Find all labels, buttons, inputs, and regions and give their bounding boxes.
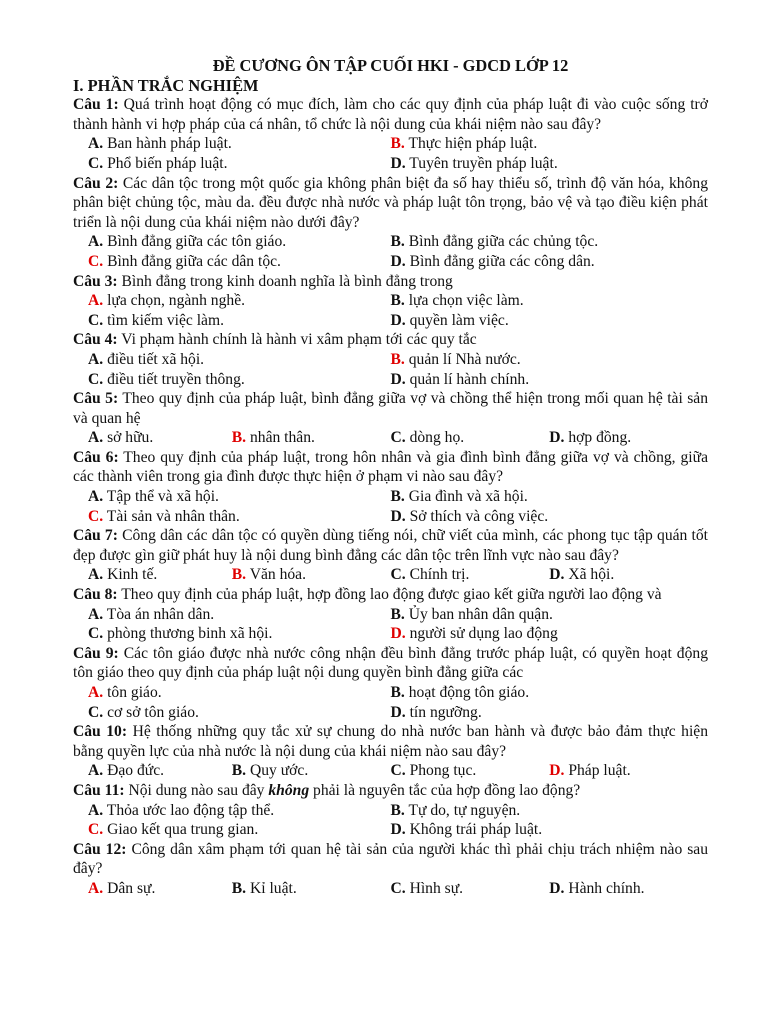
question-stem: [73, 840, 708, 879]
option-text: quản lí hành chính.: [409, 370, 530, 388]
answer-option: [73, 801, 391, 821]
answer-option: [391, 154, 709, 174]
question-number: Câu 3:: [73, 272, 118, 290]
answer-option: [391, 801, 709, 821]
option-text: lựa chọn việc làm.: [408, 292, 524, 310]
option-text: Đạo đức.: [107, 762, 165, 780]
question-block: [73, 389, 708, 448]
answer-option: [73, 761, 232, 781]
answer-options: [73, 565, 708, 585]
answer-options: [73, 134, 708, 173]
option-letter: B.: [390, 801, 405, 819]
question-text: Công dân các dân tộc có quyền dùng tiếng nói, chữ viết của mình, các phong tục tập quán tốt đẹp được gìn giữ phát huy là nội dung bình đẳng các dân tộc trên lĩnh vực nào sau đây?: [73, 527, 708, 564]
answer-option: [549, 879, 708, 899]
option-letter: D.: [390, 703, 406, 721]
question-block: [73, 448, 708, 526]
option-text: dòng họ.: [409, 429, 465, 447]
option-text: điều tiết truyền thông.: [107, 370, 245, 388]
option-letter: C.: [390, 762, 406, 780]
correct-answer-letter: A.: [88, 292, 104, 310]
correct-answer-letter: A.: [88, 684, 104, 701]
answer-options: [73, 605, 708, 644]
answer-option: [391, 311, 709, 331]
option-text: Chính trị.: [409, 566, 470, 584]
option-text: tín ngưỡng.: [409, 703, 482, 721]
question-block: [73, 585, 708, 644]
answer-options: [73, 683, 708, 722]
question-stem: [73, 585, 708, 605]
option-text: Văn hóa.: [249, 566, 306, 584]
answer-option: [391, 291, 709, 311]
question-block: [73, 174, 708, 272]
option-letter: C.: [390, 566, 406, 584]
option-text: Dân sự.: [107, 879, 156, 897]
option-text: Phổ biến pháp luật.: [107, 154, 228, 172]
option-letter: D.: [549, 429, 565, 447]
question-block: [73, 781, 708, 840]
question-number: Câu 6:: [73, 448, 119, 466]
answer-option: [73, 507, 391, 527]
option-text: lựa chọn, ngành nghề.: [107, 292, 246, 310]
answer-option: [73, 487, 391, 507]
option-letter: C.: [88, 625, 104, 643]
option-letter: C.: [390, 879, 406, 897]
question-block: [73, 840, 708, 899]
question-stem: [73, 272, 708, 292]
option-letter: D.: [549, 879, 565, 897]
option-letter: D.: [390, 311, 406, 329]
option-letter: C.: [88, 703, 104, 721]
option-text: Tòa án nhân dân.: [106, 605, 215, 623]
option-text: Sở thích và công việc.: [409, 507, 549, 525]
answer-option: [391, 624, 709, 644]
question-text: phải là nguyên tắc của hợp đồng lao động?: [313, 781, 581, 799]
option-letter: B.: [390, 488, 405, 506]
question-stem: [73, 174, 708, 233]
answer-option: [232, 565, 391, 585]
option-text: Giao kết qua trung gian.: [107, 821, 259, 839]
option-letter: A.: [88, 429, 104, 447]
option-text: Xã hội.: [568, 566, 615, 584]
answer-option: [391, 879, 550, 899]
question-list: [73, 95, 708, 898]
option-text: Tuyên truyền pháp luật.: [409, 154, 558, 172]
correct-answer-letter: D.: [549, 762, 565, 780]
answer-options: [73, 428, 708, 448]
answer-option: [391, 232, 709, 252]
option-text: Kinh tế.: [107, 566, 158, 584]
option-letter: D.: [390, 821, 406, 839]
option-text: nhân thân.: [249, 429, 315, 447]
question-text: Các dân tộc trong một quốc gia không phân biệt đa số hay thiểu số, trình độ văn hóa, không phân biệt chủng tộc, màu da. đều được nhà nước và pháp luật tôn trọng, bảo vệ và tạo điều kiện phát triển là nội dung của khái niệm nào dưới đây?: [73, 174, 708, 231]
question-number: Câu 11:: [73, 781, 125, 799]
option-text: Phong tục.: [409, 762, 477, 780]
option-text: hợp đồng.: [568, 429, 632, 447]
answer-option: [391, 565, 550, 585]
option-text: quản lí Nhà nước.: [408, 350, 521, 368]
answer-option: [73, 232, 391, 252]
question-number: Câu 7:: [73, 527, 118, 545]
question-block: [73, 95, 708, 173]
answer-options: [73, 350, 708, 389]
answer-option: [391, 683, 709, 703]
question-stem: [73, 330, 708, 350]
answer-option: [391, 820, 709, 840]
option-text: Thỏa ước lao động tập thể.: [106, 801, 275, 819]
emphasized-word: không: [268, 781, 310, 799]
answer-option: [391, 370, 709, 390]
correct-answer-letter: D.: [390, 625, 406, 643]
document-title: ĐỀ CƯƠNG ÔN TẬP CUỐI HKI - GDCD LỚP 12: [212, 56, 569, 75]
question-text: Hệ thống những quy tắc xử sự chung do nhà nước ban hành và được bảo đảm thực hiện bằng quyền lực của nhà nước là nội dung của khái niệm nào sau đây?: [73, 723, 708, 760]
option-text: điều tiết xã hội.: [107, 350, 205, 368]
question-text: Nội dung nào sau đây: [128, 781, 265, 799]
answer-option: [73, 134, 391, 154]
answer-option: [549, 761, 708, 781]
option-letter: A.: [88, 801, 104, 819]
option-text: Hình sự.: [409, 879, 464, 897]
answer-option: [73, 879, 232, 899]
question-stem: [73, 95, 708, 134]
option-letter: C.: [88, 154, 104, 172]
answer-option: [73, 350, 391, 370]
answer-options: [73, 801, 708, 840]
question-number: Câu 9:: [73, 644, 119, 662]
answer-option: [73, 311, 391, 331]
option-text: Thực hiện pháp luật.: [408, 135, 538, 153]
correct-answer-letter: B.: [231, 566, 247, 584]
option-text: Tập thể và xã hội.: [106, 488, 219, 506]
question-number: Câu 4:: [73, 331, 118, 349]
correct-answer-letter: A.: [88, 879, 104, 897]
question-number: Câu 12:: [73, 840, 127, 858]
question-text: Các tôn giáo được nhà nước công nhận đều bình đẳng trước pháp luật, có quyền hoạt động tôn giáo theo quy định của pháp luật nội dung quyền bình đẳng giữa các: [73, 644, 708, 682]
question-text: Quá trình hoạt động có mục đích, làm cho các quy định của pháp luật đi vào cuộc sống trở thành hành vi hợp pháp của cá nhân, tổ chức là nội dung của khái niệm nào sau đây?: [73, 96, 708, 133]
answer-options: [73, 487, 708, 526]
option-letter: B.: [390, 292, 405, 310]
answer-options: [73, 232, 708, 271]
answer-option: [73, 683, 391, 703]
option-letter: A.: [88, 605, 104, 623]
option-text: Bình đẳng giữa các tôn giáo.: [107, 233, 287, 251]
option-text: Quy ước.: [249, 762, 309, 780]
option-text: Tự do, tự nguyện.: [408, 801, 521, 819]
question-number: Câu 5:: [73, 390, 119, 408]
answer-option: [391, 487, 709, 507]
answer-option: [391, 703, 709, 723]
option-letter: D.: [390, 507, 406, 525]
answer-options: [73, 761, 708, 781]
question-text: Bình đẳng trong kinh doanh nghĩa là bình đẳng trong: [121, 272, 453, 290]
question-number: Câu 1:: [73, 96, 119, 114]
answer-option: [391, 428, 550, 448]
answer-option: [232, 428, 391, 448]
option-text: sở hữu.: [107, 429, 154, 447]
question-text: Theo quy định của pháp luật, bình đẳng giữa vợ và chồng thể hiện trong mối quan hệ tài sản và quan hệ: [73, 390, 709, 427]
question-block: [73, 526, 708, 585]
answer-option: [73, 605, 391, 625]
option-letter: A.: [88, 350, 104, 368]
option-letter: D.: [390, 252, 406, 270]
option-letter: B.: [390, 233, 405, 251]
correct-answer-letter: B.: [390, 135, 405, 153]
option-text: Ban hành pháp luật.: [107, 135, 232, 153]
option-text: Ủy ban nhân dân quận.: [408, 605, 553, 623]
answer-options: [73, 879, 708, 899]
answer-option: [549, 428, 708, 448]
option-text: phòng thương binh xã hội.: [107, 625, 273, 643]
option-letter: A.: [88, 488, 104, 506]
option-text: Pháp luật.: [568, 762, 631, 780]
answer-option: [232, 761, 391, 781]
option-text: Bình đẳng giữa các dân tộc.: [107, 252, 281, 270]
answer-option: [391, 761, 550, 781]
option-text: quyền làm việc.: [409, 311, 509, 329]
answer-option: [391, 507, 709, 527]
option-letter: D.: [390, 154, 406, 172]
answer-option: [549, 565, 708, 585]
question-stem: [73, 644, 708, 683]
question-text: Vi phạm hành chính là hành vi xâm phạm tới các quy tắc: [121, 331, 477, 349]
option-letter: D.: [549, 566, 565, 584]
option-letter: D.: [390, 370, 406, 388]
option-letter: A.: [88, 566, 104, 584]
answer-option: [73, 154, 391, 174]
option-letter: B.: [390, 605, 405, 623]
option-text: Gia đình và xã hội.: [408, 488, 528, 506]
question-stem: [73, 781, 708, 801]
option-letter: A.: [88, 762, 104, 780]
question-stem: [73, 722, 708, 761]
question-text: Theo quy định của pháp luật, trong hôn nhân và gia đình bình đẳng giữa vợ và chồng, giữa các thành viên trong gia đình được thực hiện ở phạm vi nào sau đây?: [73, 448, 708, 486]
question-stem: [73, 526, 708, 565]
correct-answer-letter: C.: [88, 507, 104, 525]
correct-answer-letter: B.: [231, 429, 247, 447]
option-text: Không trái pháp luật.: [409, 821, 543, 839]
correct-answer-letter: C.: [88, 821, 104, 839]
option-letter: C.: [88, 311, 104, 329]
question-number: Câu 2:: [73, 174, 119, 192]
question-stem: [73, 448, 708, 487]
option-text: tìm kiếm việc làm.: [107, 311, 225, 329]
question-block: [73, 644, 708, 722]
answer-option: [73, 428, 232, 448]
answer-option: [73, 291, 391, 311]
section-heading: I. PHẦN TRẮC NGHIỆM: [73, 75, 259, 95]
option-text: người sử dụng lao động: [409, 625, 558, 643]
answer-options: [73, 291, 708, 330]
question-text: Theo quy định của pháp luật, hợp đồng lao động được giao kết giữa người lao động và: [121, 586, 662, 604]
option-text: Bình đẳng giữa các chủng tộc.: [408, 233, 599, 251]
answer-option: [73, 703, 391, 723]
question-block: [73, 330, 708, 389]
answer-option: [73, 624, 391, 644]
option-letter: B.: [231, 762, 247, 780]
question-block: [73, 272, 708, 331]
answer-option: [391, 605, 709, 625]
option-text: Hành chính.: [568, 879, 645, 897]
answer-option: [73, 370, 391, 390]
answer-option: [73, 820, 391, 840]
answer-option: [391, 134, 709, 154]
option-letter: A.: [88, 135, 104, 153]
answer-option: [73, 565, 232, 585]
option-letter: C.: [88, 370, 104, 388]
option-text: Kỉ luật.: [249, 879, 297, 897]
question-number: Câu 8:: [73, 586, 118, 604]
answer-option: [232, 879, 391, 899]
option-text: Bình đẳng giữa các công dân.: [409, 252, 595, 270]
option-letter: B.: [390, 684, 405, 701]
answer-option: [73, 252, 391, 272]
option-letter: B.: [231, 879, 247, 897]
option-text: tôn giáo.: [107, 684, 162, 701]
option-text: hoạt động tôn giáo.: [408, 684, 530, 701]
question-stem: [73, 389, 708, 428]
question-text: Công dân xâm phạm tới quan hệ tài sản của người khác thì phải chịu trách nhiệm nào sau đây?: [73, 840, 708, 878]
correct-answer-letter: B.: [390, 350, 405, 368]
option-text: cơ sở tôn giáo.: [107, 703, 199, 721]
correct-answer-letter: C.: [88, 252, 104, 270]
option-letter: A.: [88, 233, 104, 251]
answer-option: [391, 252, 709, 272]
question-number: Câu 10:: [73, 723, 128, 741]
option-text: Tài sản và nhân thân.: [106, 507, 240, 525]
answer-option: [391, 350, 709, 370]
question-block: [73, 722, 708, 781]
option-letter: C.: [390, 429, 406, 447]
